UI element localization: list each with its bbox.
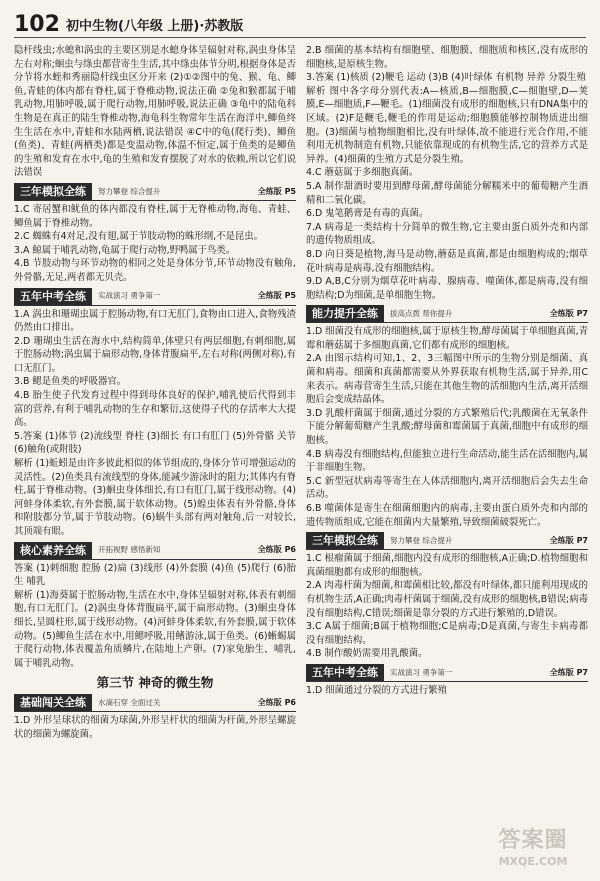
answer-item: 5.C 新型冠状病毒等寄生在人体活细胞内,离开活细胞后会失去生命活动。 [306, 475, 588, 501]
answer-item: 4.B 节肢动物与环节动物的相同之处是身体分节,环节动物没有触角,外骨骼,无足,两者都无贝壳。 [14, 258, 296, 283]
section-subtitle: 开拓视野 感悟新知 [98, 545, 161, 555]
answer-item: 3.答案 (1)核质 (2)鞭毛 运动 (3)B (4)叶绿体 有机物 异养 分裂生殖 [306, 72, 586, 84]
answer-item: 答案 (1)刺细胞 腔肠 (2)扁 (3)线形 (4)外套膜 (4)鱼 (5)爬行 (6)胎生 哺乳 [14, 562, 296, 588]
section-page-tag: 全练版 P5 [257, 186, 296, 196]
watermark-text: 答案圈 [498, 828, 568, 853]
section-page-tag: 全练版 P6 [257, 545, 296, 555]
left-column [14, 44, 296, 741]
explanation: 解析 (1)海葵属于腔肠动物,生活在水中,身体呈辐射对称,体表有刺细胞,有口无肛门。(2)涡虫身体背腹扁平,属于扁形动物。(3)蛔虫身体细长,呈圆柱形,属于线形动物。(4)河蚌身体柔软,有外套膜,属于软体动物。(5)鲫鱼生活在水中,用鳃呼吸,用鳍游泳,属于鱼类。(6)蜥蜴属于爬行动物,体表覆盖角质鳞片,在陆地上产卵。(7)家兔胎生、哺乳,属于哺乳动物。 [14, 589, 296, 669]
answer-item: 1.A 涡虫和珊瑚虫属于腔肠动物,有口无肛门,食物由口进入,食物残渣仍然由口排出。 [14, 308, 296, 334]
section-title: 能力提升全练 [306, 305, 384, 322]
answer-item: 1.D 外形呈球状的细菌为球菌,外形呈杆状的细菌为杆菌,外形呈螺旋状的细菌为螺旋菌。 [14, 714, 296, 740]
section-page-tag: 全练版 P7 [549, 667, 588, 677]
section-bar [306, 305, 588, 323]
section-bar [14, 694, 296, 712]
section-bar [14, 542, 296, 560]
section-bar [306, 532, 588, 550]
section-page-tag: 全练版 P7 [549, 535, 588, 545]
section-title: 基础闯关全练 [14, 694, 92, 711]
section-title: 三年模拟全练 [14, 183, 92, 200]
chapter-title: 第三节 神奇的微生物 [96, 675, 214, 691]
answer-item: 7.A 病毒是一类结构十分简单的微生物,它主要由蛋白质外壳和内部的遗传物质组成。 [306, 221, 588, 247]
section-title: 三年模拟全练 [306, 532, 384, 549]
answer-item: 5.答案 (1)体节 (2)流线型 脊柱 (3)细长 有口有肛门 (5)外骨骼 关节(6)触角(或附肢) [14, 430, 296, 456]
section-subtitle: 实战演习 勇争第一 [98, 291, 161, 301]
watermark-url: MXQE.COM [498, 855, 568, 868]
answer-item: 4.B 制作酸奶需要用乳酸菌。 [306, 648, 428, 660]
right-column [306, 44, 588, 698]
section-subtitle: 水滴石穿 全面过关 [98, 697, 161, 707]
section-bar [14, 288, 296, 306]
answer-item: 2.A 肉毒杆菌为细菌,和霉菌相比较,都没有叶绿体,都只能利用现成的有机物生活,A正确;肉毒杆菌属于细菌,没有成形的细胞核,B错误;病毒没有细胞结构,C错误;细菌是靠分裂的方式进行繁殖的,D错误。 [306, 580, 588, 619]
section-page-tag: 全练版 P6 [257, 697, 296, 707]
answer-item: 4.B 胎生使子代发育过程中得到母体良好的保护,哺乳使后代得到丰富的营养,有利于哺乳动物的生存和繁衍,这使得子代的存活率大大提高。 [14, 390, 296, 429]
answer-item: 1.C 寄居蟹和鱿鱼的体内都没有脊柱,属于无脊椎动物,海龟、青蛙、鲫鱼属于脊椎动物。 [14, 203, 296, 229]
watermark-logo [474, 827, 592, 877]
answer-item: 4.C 蘑菇属于多细胞真菌。 [306, 167, 419, 179]
answer-item: 2.A 由图示结构可知,1、2、3三幅图中所示的生物分别是细菌、真菌和病毒。细菌和真菌都需要从外界获取有机物生活,属于异养,用C来表示。病毒营寄生生活,只能在其他生物的活细胞内生活,离开活细胞后会变成结晶体。 [306, 353, 588, 406]
section-bar [306, 664, 588, 682]
section-subtitle: 努力攀登 综合提升 [98, 186, 161, 196]
answer-item: 4.B 病毒没有细胞结构,但能独立进行生命活动,能生活在活细胞内,属于非细胞生物。 [306, 448, 588, 474]
explanation: 解析 (1)蚯蚓是由许多彼此相似的体节组成的,身体分节可增强运动的灵活性。(2)鱼类具有流线型的身体,能减少游泳时的阻力;其体内有脊柱,属于脊椎动物。(3)蛔虫身体细长,有口有肛门,属于线形动物。(4)河蚌身体柔软,有外套膜,属于软体动物。(5)蝗虫体表有外骨骼,身体和附肢都分节,属于节肢动物。(6)蜗牛头部有两对触角,后一对较长,其顶端有眼。 [14, 458, 296, 537]
answer-item: 3.A 鲸属于哺乳动物,龟属于爬行动物,野鸭属于鸟类。 [14, 244, 236, 256]
section-subtitle: 实战演习 勇争第一 [390, 667, 453, 677]
answer-item: 1.D 细菌通过分裂的方式进行繁殖 [306, 684, 448, 696]
section-title: 核心素养全练 [14, 542, 92, 559]
answer-item: 3.D 乳酸杆菌属于细菌,通过分裂的方式繁殖后代;乳酸菌在无氧条件下能分解葡萄糖产生乳酸;酵母菌和霉菌属于真菌,细胞中有成形的细胞核。 [306, 407, 588, 447]
answer-item: 9.D A,B,C分别为烟草花叶病毒、腺病毒、噬菌体,都是病毒,没有细胞结构;D为细菌,是单细胞生物。 [306, 276, 588, 301]
answer-item: 2.C 蜘蛛有4对足,没有翅,属于节肢动物的蛛形纲,不是昆虫。 [14, 231, 264, 243]
answer-item: 5.A 制作甜酒时要用到酵母菌,酵母菌能分解糯米中的葡萄糖产生酒精和二氧化碳。 [306, 180, 588, 206]
answer-item: 1.D 细菌没有成形的细胞核,属于原核生物,酵母菌属于单细胞真菌,青霉和蘑菇属于多细胞真菌,它们都有成形的细胞核。 [306, 326, 588, 351]
answer-item: 1.C 根瘤菌属于细菌,细胞内没有成形的细胞核,A正确;D.植物细胞和真菌细胞都有成形的细胞核。 [306, 553, 588, 578]
section-title: 五年中考全练 [14, 288, 92, 305]
section-subtitle: 努力攀登 综合提升 [390, 535, 453, 545]
section-page-tag: 全练版 P7 [549, 308, 588, 318]
intro-paragraph: 隐杆线虫;水螅和涡虫的主要区别是水螅身体呈辐射对称,涡虫身体呈左右对称;蛔虫与绦虫都营寄生生活,其中绦虫体节分明,根据身体是否分节将水蛭和秀丽隐杆线虫区分开来 (2)①②图中的兔、猴、龟、鲫鱼,青蛙的体内都有脊柱,属于脊椎动物,说法正确 ②兔和猴都属于哺乳动物,用肺呼吸,属于爬行动物,用肺呼吸,说法正确 ③龟中的陆龟科生物是在真正的陆生脊椎动物,海龟科生物常年生活在海洋中,鲫鱼终生生活在水中,青蛙和水陆两栖,说法错误 ④C中的龟(爬行类)、鲫鱼(鱼类)、青蛙(两栖类)都是变温动物,体温不恒定,属于鱼类的是鲫鱼的生殖和发育在水中,龟的生殖和发育摆脱了对水的依赖,所以它们说法错误 [14, 45, 296, 179]
explanation: 解析 图中各字母分别代表:A—核质,B—细胞膜,C—细胞壁,D—荚膜,E—细胞质,F—鞭毛。(1)细菌没有成形的细胞核,只有DNA集中的区域。(2)F是鞭毛,鞭毛的作用是运动;细胞膜能够控制物质进出细胞。(3)细菌与植物细胞相比,没有叶绿体,故不能进行光合作用,不能利用无机物制造有机物,只能依靠现成的有机物生活,它的营养方式是异养。(4)细菌的生殖方式是分裂生殖。 [306, 85, 588, 165]
book-title: 初中生物(八年级 上册)·苏教版 [65, 19, 244, 34]
header-divider [14, 37, 586, 38]
answer-item: 3.C A属于细菌;B属于植物细胞;C是病毒;D是真菌,与寄生卡病毒都没有细胞结构。 [306, 621, 588, 646]
page-header [14, 6, 243, 36]
answer-item: 3.B 鳃是鱼类的呼吸器官。 [14, 376, 127, 388]
answer-item: 6.B 噬菌体是寄生在细菌细胞内的病毒,主要由蛋白质外壳和内部的遗传物质组成,它能在细菌内大量繁殖,导致细菌破裂死亡。 [306, 503, 588, 528]
section-bar [14, 183, 296, 201]
section-subtitle: 拔高点拨 帮你提升 [390, 308, 453, 318]
answer-item: 8.D 向日葵是植物,海马是动物,蘑菇是真菌,都是由细胞构成的;烟草花叶病毒是病毒,没有细胞结构。 [306, 248, 588, 274]
section-page-tag: 全练版 P5 [257, 291, 296, 301]
answer-item: 2.B 细菌的基本结构有细胞壁、细胞膜、细胞质和核区,没有成形的细胞核,是原核生物。 [306, 45, 588, 70]
answer-item: 6.D 鬼笔鹅膏是有毒的真菌。 [306, 208, 429, 220]
section-title: 五年中考全练 [306, 664, 384, 681]
page-number: 102 [14, 12, 60, 37]
answer-item: 2.D 珊瑚虫生活在海水中,结构简单,体壁只有两层细胞,有刺细胞,属于腔肠动物;涡虫属于扁形动物,身体背腹扁平,左右对称(两侧对称),有口无肛门。 [14, 335, 296, 374]
